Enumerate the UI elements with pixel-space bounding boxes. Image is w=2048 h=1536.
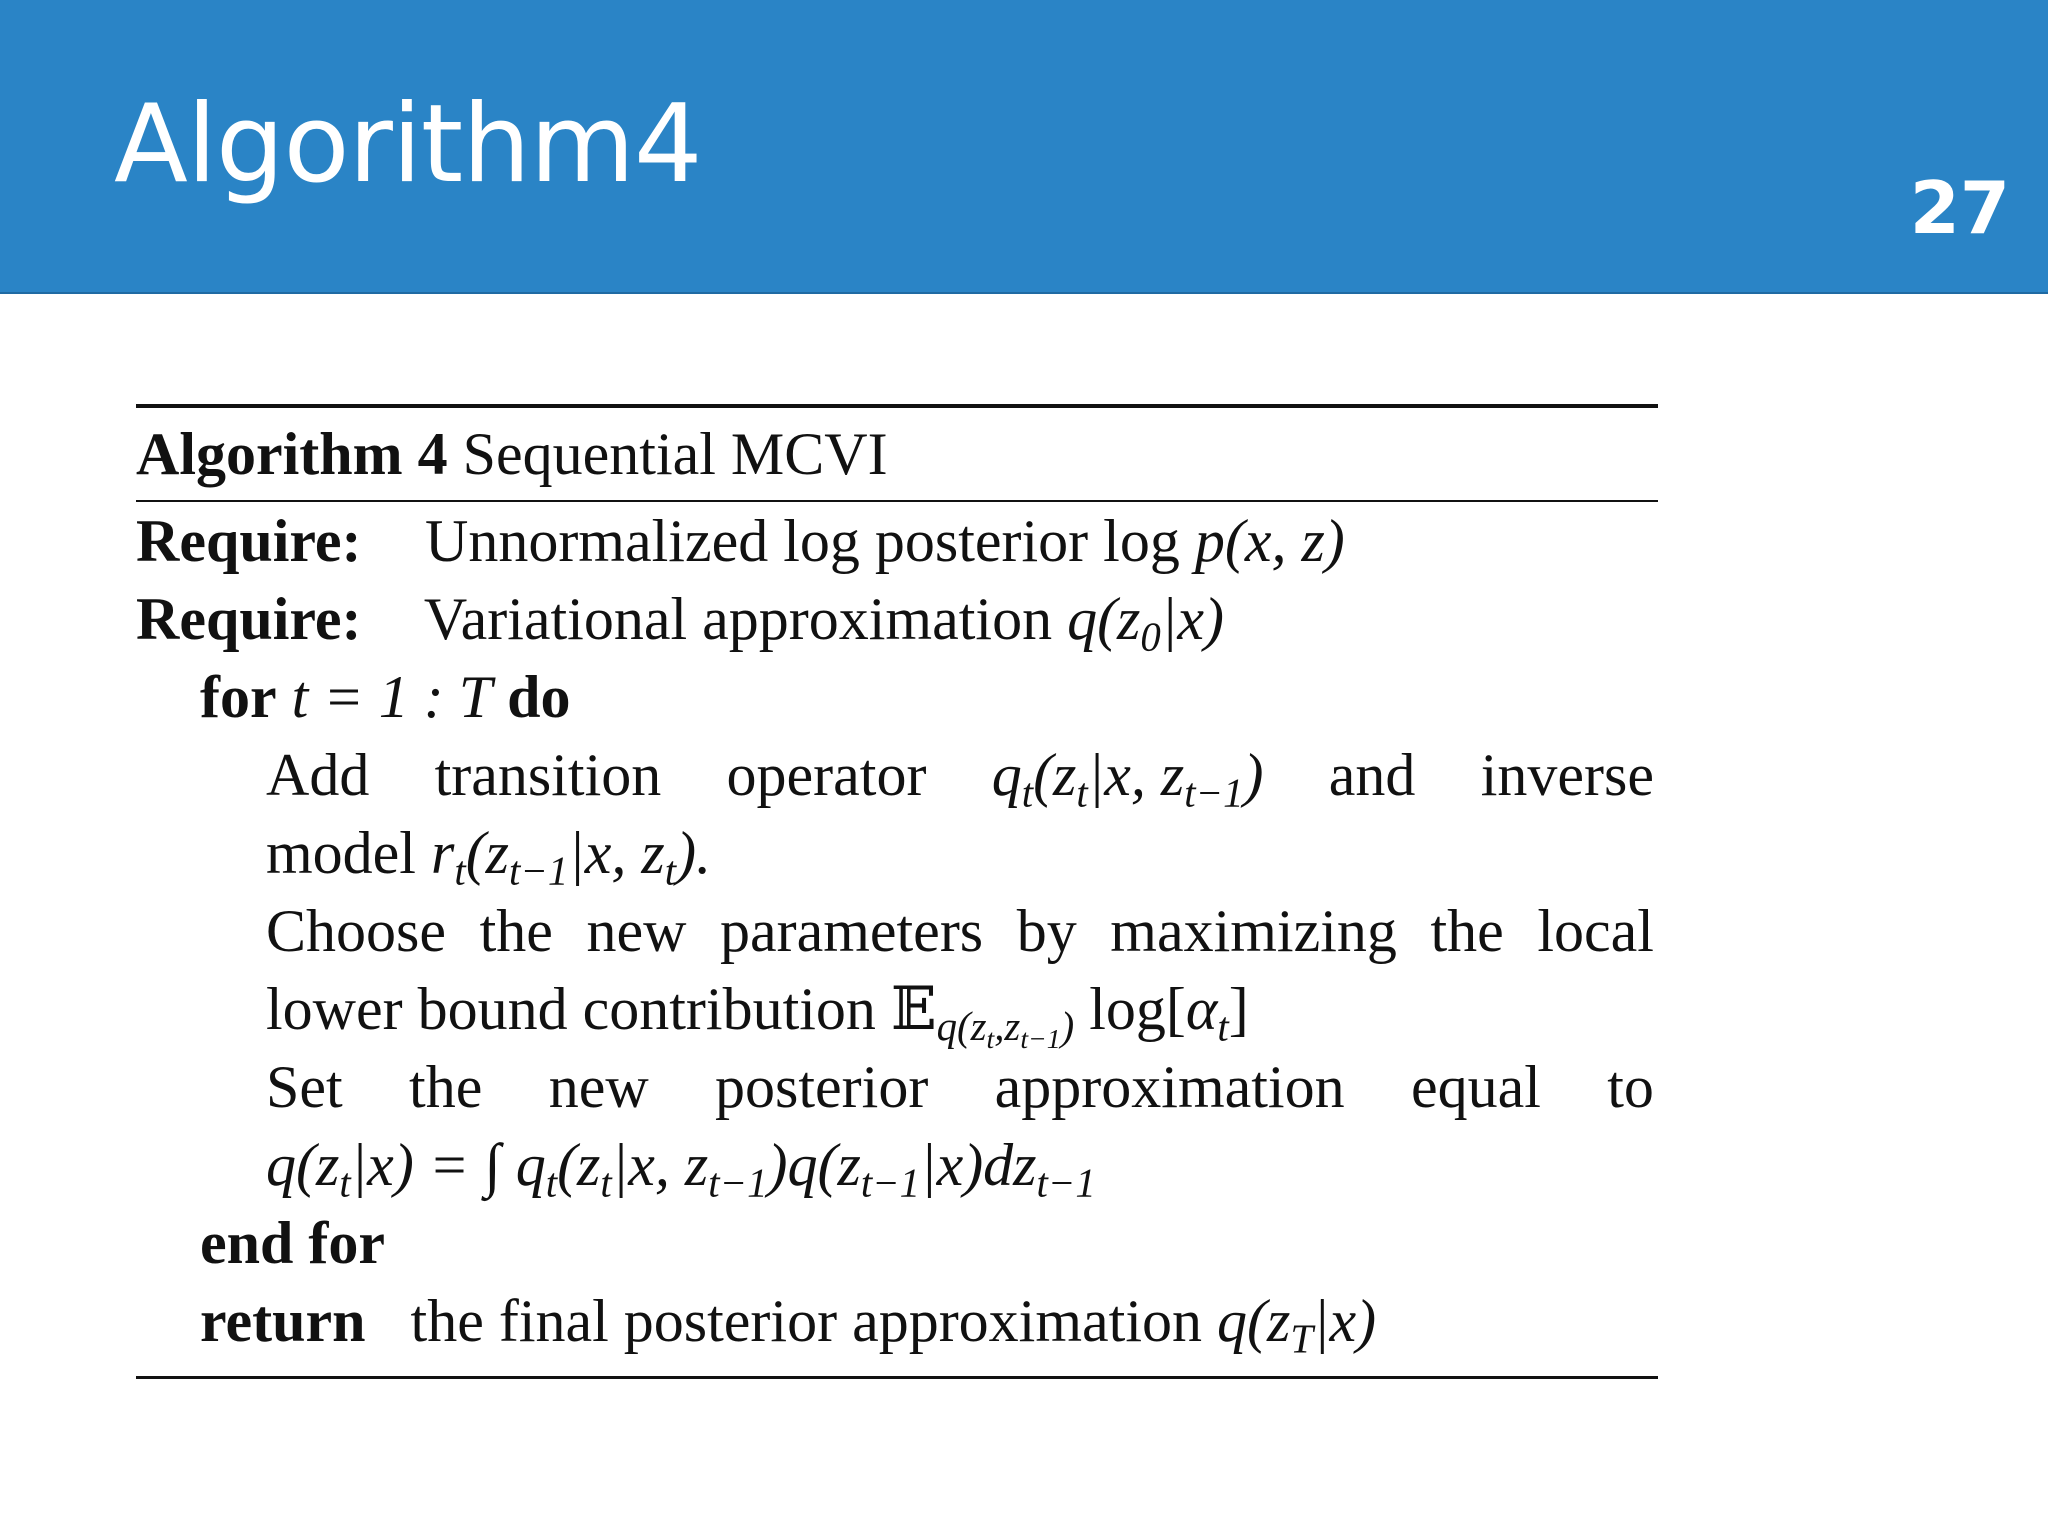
return-line xyxy=(136,1282,1658,1360)
step2-line2 xyxy=(136,970,1658,1056)
expectation-math: 𝔼$_{q(z_t,z_{t-1})}$ $\log[\alpha_t]$ xyxy=(890,976,1249,1056)
step3-word: to xyxy=(1607,1054,1654,1120)
step1-inverse: inverse xyxy=(1480,742,1654,808)
end-for-keyword: end for xyxy=(200,1210,385,1276)
step3-word: equal xyxy=(1410,1054,1541,1120)
step1-word: Add xyxy=(266,742,370,808)
step2-word: by xyxy=(1016,898,1077,964)
step2-word: local xyxy=(1537,898,1654,964)
step2-word: new xyxy=(586,898,687,964)
require-keyword-2: Require: xyxy=(136,586,362,652)
step1-model: model xyxy=(266,820,416,886)
step2-word: parameters xyxy=(719,898,984,964)
slide-header xyxy=(0,0,2048,294)
require-2-text: Variational approximation xyxy=(423,586,1053,652)
step3-word: new xyxy=(548,1054,649,1120)
do-keyword: do xyxy=(507,664,571,730)
step3-line2 xyxy=(136,1126,1658,1204)
step3-word: approximation xyxy=(994,1054,1345,1120)
algorithm-caption xyxy=(136,418,1658,490)
step3-word: posterior xyxy=(715,1054,929,1120)
return-math: $q(z_T|x)$ xyxy=(1217,1288,1377,1362)
algorithm-name: Sequential MCVI xyxy=(462,421,888,487)
require-1-text: Unnormalized log posterior log xyxy=(425,508,1180,574)
bottom-rule xyxy=(136,1376,1658,1379)
step2-text: lower bound contribution xyxy=(266,976,876,1042)
step1-word: transition xyxy=(434,742,662,808)
require-line-1 xyxy=(136,502,1658,580)
require-2-math: $q(z_0|x)$ xyxy=(1067,586,1224,660)
return-keyword: return xyxy=(200,1288,366,1354)
require-keyword: Require: xyxy=(136,508,362,574)
return-text: the final posterior approximation xyxy=(410,1288,1202,1354)
step2-word: the xyxy=(479,898,553,964)
step1-line2 xyxy=(136,814,1658,892)
step3-word: the xyxy=(409,1054,483,1120)
require-1-math: p(x, z) xyxy=(1194,508,1345,574)
step2-word: maximizing xyxy=(1110,898,1397,964)
step1-word: operator xyxy=(726,742,927,808)
step1-line1 xyxy=(136,736,1658,814)
page-number: 27 xyxy=(1909,166,2010,250)
require-line-2 xyxy=(136,580,1658,658)
step3-line1 xyxy=(136,1048,1658,1126)
end-for-line xyxy=(136,1204,1658,1282)
algorithm-label: Algorithm 4 xyxy=(136,421,448,487)
transition-operator-math: $q_t(z_t|x$, $z_{t-1}$) xyxy=(991,742,1264,816)
top-rule xyxy=(136,404,1658,408)
for-condition: t = 1 : T xyxy=(291,664,493,730)
step2-word: the xyxy=(1430,898,1504,964)
slide-title: Algorithm4 xyxy=(114,82,702,207)
step2-line1 xyxy=(136,892,1658,970)
algorithm-box xyxy=(136,404,1658,1379)
for-keyword: for xyxy=(200,664,277,730)
posterior-update-math: $q(z_t|x)$ = ∫ $q_t(z_t|x$, $z_{t-1})q(z_{t-1}|x)dz_{t-1}$ xyxy=(266,1132,1096,1206)
step1-and: and xyxy=(1328,742,1416,808)
for-line xyxy=(136,658,1658,736)
step2-word: Choose xyxy=(266,898,446,964)
inverse-model-math: $r_t(z_{t-1}|x$, $z_t$). xyxy=(430,820,712,894)
step3-word: Set xyxy=(266,1054,343,1120)
